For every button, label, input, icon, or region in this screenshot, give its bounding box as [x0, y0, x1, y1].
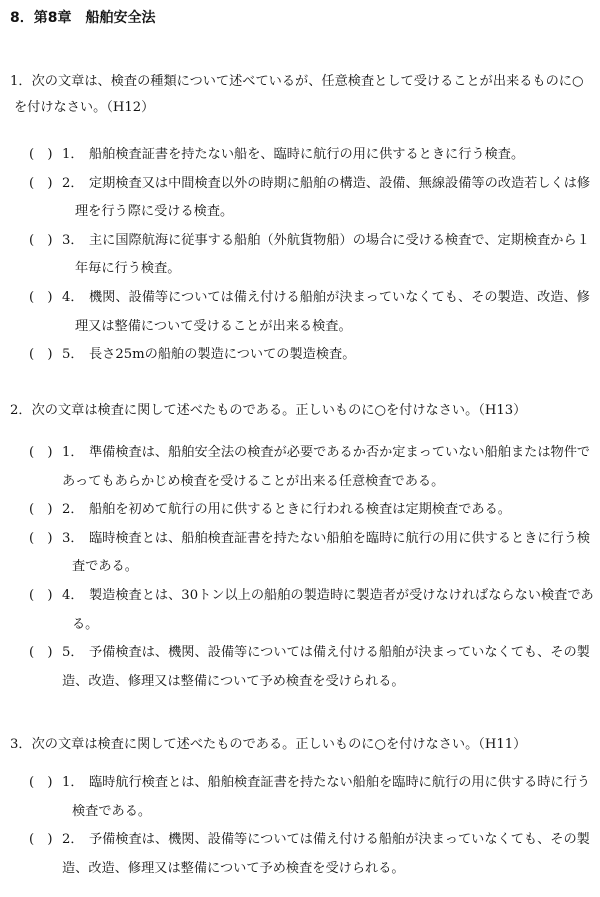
- answer-blank: ( ): [29, 502, 53, 518]
- item-text: 主に国際航海に従事する船舶（外航貨物船）の場合に受ける検査で、定期検査から１: [89, 232, 590, 248]
- question-1: [0, 69, 600, 370]
- question-2: [0, 398, 600, 696]
- question-1-items: [0, 141, 600, 370]
- answer-blank: ( ): [29, 445, 53, 460]
- item-text: 製造検査とは、30トン以上の船舶の製造時に製造者が受けなければならない検査であ: [89, 587, 594, 603]
- item-number: 1．: [62, 775, 84, 790]
- item-number: 5．: [62, 645, 84, 661]
- item-text-continuation: あってもあらかじめ検査を受けることが出来る任意検査である。: [62, 473, 445, 489]
- item-text-continuation: 検査である。: [72, 803, 152, 819]
- item-text: 機関、設備等については備え付ける船舶が決まっていなくても、その製造、改造、修: [89, 289, 590, 305]
- item-first-line: [0, 525, 600, 554]
- item-first-line: [0, 769, 600, 798]
- item-first-line: [0, 826, 600, 855]
- item-text-continuation: 年毎に行う検査。: [75, 261, 181, 277]
- item-text-continuation: 理又は整備について受けることが出来る検査。: [75, 318, 352, 334]
- item-text: 長さ25mの船舶の製造についての製造検査。: [89, 347, 356, 363]
- item-text: 船舶検査証書を持たない船を、臨時に航行の用に供するときに行う検査。: [89, 147, 525, 162]
- item-number: 1．: [62, 445, 84, 460]
- item-first-line: [0, 284, 600, 313]
- chapter-title: 8．第8章 船舶安全法: [10, 10, 156, 26]
- question-2-item-1: [0, 439, 600, 496]
- item-text-continuation: 査である。: [72, 559, 138, 575]
- question-3-item-1: [0, 769, 600, 826]
- item-first-line: [0, 639, 600, 668]
- answer-blank: ( ): [29, 232, 53, 248]
- item-text-continuation: 造、改造、修理又は整備について予め検査を受けられる。: [62, 673, 405, 689]
- answer-blank: ( ): [29, 775, 53, 790]
- item-number: 4．: [62, 587, 84, 603]
- item-number: 3．: [62, 232, 84, 248]
- item-first-line: [0, 496, 600, 525]
- item-text-continuation: 造、改造、修理又は整備について予め検査を受けられる。: [62, 860, 405, 876]
- item-first-line: [0, 341, 600, 370]
- item-text: 定期検査又は中間検査以外の時期に船舶の構造、設備、無線設備等の改造若しくは修: [89, 175, 591, 191]
- question-2-prompt-line: 2．次の文章は検査に関して述べたものである。正しいものに○を付けなさい。（H13）: [10, 403, 527, 418]
- answer-blank: ( ): [29, 587, 53, 603]
- item-text: 臨時検査とは、船舶検査証書を持たない船舶を臨時に航行の用に供するときに行う検: [89, 530, 591, 546]
- item-text: 準備検査は、船舶安全法の検査が必要であるか否か定まっていない船舶または物件で: [89, 445, 591, 460]
- question-3-items: [0, 769, 600, 883]
- item-text: 予備検査は、機関、設備等については備え付ける船舶が決まっていなくても、その製: [89, 832, 590, 848]
- answer-blank: ( ): [29, 147, 53, 162]
- question-1-item-5: [0, 341, 600, 370]
- question-1-item-2: [0, 170, 600, 227]
- question-1-item-3: [0, 227, 600, 284]
- question-3-item-2: [0, 826, 600, 883]
- question-2-item-4: [0, 582, 600, 639]
- question-1-item-4: [0, 284, 600, 341]
- answer-blank: ( ): [29, 645, 53, 661]
- answer-blank: ( ): [29, 289, 53, 305]
- question-2-item-3: [0, 525, 600, 582]
- question-1-prompt-line: を付けなさい。（H12）: [14, 100, 155, 115]
- question-3-prompt-line: 3．次の文章は検査に関して述べたものである。正しいものに○を付けなさい。（H11）: [10, 737, 527, 752]
- item-text: 臨時航行検査とは、船舶検査証書を持たない船舶を臨時に航行の用に供する時に行う: [89, 775, 591, 790]
- item-number: 2．: [62, 175, 84, 191]
- item-first-line: [0, 170, 600, 199]
- answer-blank: ( ): [29, 530, 53, 546]
- question-2-item-5: [0, 639, 600, 696]
- item-text: 予備検査は、機関、設備等については備え付ける船舶が決まっていなくても、その製: [89, 645, 590, 661]
- item-number: 5．: [62, 347, 84, 363]
- question-1-prompt-line: 1．次の文章は、検査の種類について述べているが、任意検査として受けることが出来るものに○: [10, 74, 584, 89]
- answer-blank: ( ): [29, 832, 53, 848]
- item-text: 船舶を初めて航行の用に供するときに行われる検査は定期検査である。: [89, 502, 511, 518]
- item-number: 2．: [62, 832, 84, 848]
- question-2-items: [0, 439, 600, 696]
- question-1-item-1: [0, 141, 600, 170]
- item-first-line: [0, 141, 600, 170]
- item-number: 1．: [62, 147, 84, 162]
- item-first-line: [0, 439, 600, 468]
- item-number: 2．: [62, 502, 84, 518]
- item-number: 3．: [62, 530, 84, 546]
- item-text-continuation: 理を行う際に受ける検査。: [75, 204, 234, 220]
- item-text-continuation: る。: [72, 616, 99, 632]
- item-number: 4．: [62, 289, 84, 305]
- answer-blank: ( ): [29, 347, 53, 363]
- answer-blank: ( ): [29, 175, 53, 191]
- item-first-line: [0, 582, 600, 611]
- item-first-line: [0, 227, 600, 256]
- question-2-item-2: [0, 496, 600, 525]
- question-3: [0, 732, 600, 883]
